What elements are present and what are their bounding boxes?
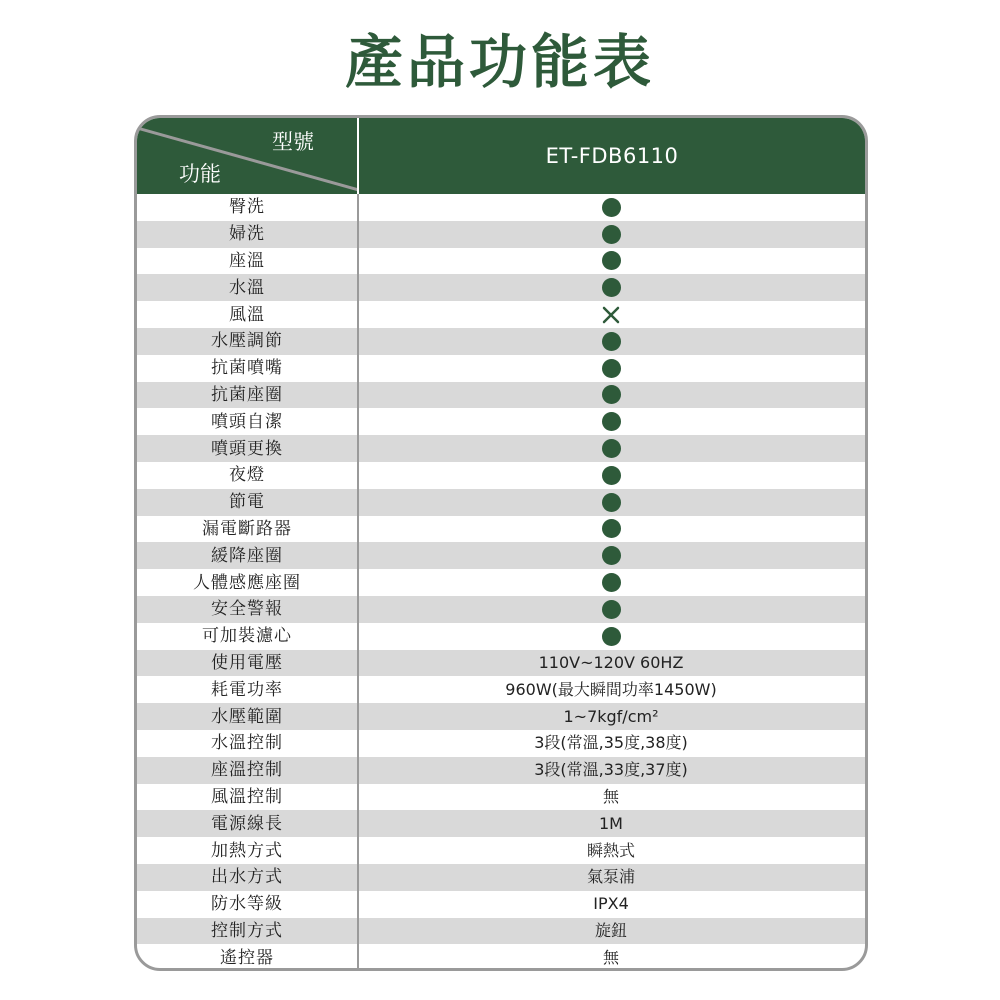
feature-cell — [357, 623, 865, 650]
supported-dot-icon — [602, 600, 621, 619]
supported-dot-icon — [602, 332, 621, 351]
supported-dot-icon — [602, 198, 621, 217]
table-row — [137, 569, 865, 596]
feature-label: 水溫控制 — [211, 733, 283, 754]
not-supported-cross-icon — [601, 305, 621, 325]
feature-label: 噴頭自潔 — [211, 411, 283, 432]
feature-cell — [357, 382, 865, 409]
table-row — [137, 382, 865, 409]
supported-dot-icon — [602, 225, 621, 244]
supported-dot-icon — [602, 519, 621, 538]
spec-value: 氣泵浦 — [586, 867, 635, 887]
table-row — [137, 891, 865, 918]
supported-dot-icon — [602, 251, 621, 270]
spec-value: 無 — [602, 786, 619, 806]
feature-cell — [357, 516, 865, 543]
feature-cell — [357, 328, 865, 355]
feature-cell — [357, 569, 865, 596]
feature-label: 風溫控制 — [211, 786, 283, 807]
table-row — [137, 435, 865, 462]
supported-dot-icon — [602, 627, 621, 646]
feature-cell — [357, 221, 865, 248]
spec-value: 110V~120V 60HZ — [538, 652, 684, 672]
table-row — [137, 328, 865, 355]
table-row — [137, 650, 865, 677]
spec-value: 1M — [599, 813, 623, 833]
supported-dot-icon — [602, 278, 621, 297]
supported-dot-icon — [602, 466, 621, 485]
feature-label: 夜燈 — [229, 465, 265, 486]
feature-label: 緩降座圈 — [211, 545, 283, 566]
table-row — [137, 248, 865, 275]
feature-cell — [357, 274, 865, 301]
feature-label: 加熱方式 — [211, 840, 283, 861]
table-row — [137, 864, 865, 891]
feature-label: 可加裝濾心 — [202, 626, 292, 647]
model-header-label: 型號 — [272, 130, 314, 154]
feature-label: 出水方式 — [211, 867, 283, 888]
diagonal-divider — [137, 118, 359, 194]
supported-dot-icon — [602, 573, 621, 592]
feature-label: 人體感應座圈 — [193, 572, 301, 593]
spec-value: 1~7kgf/cm² — [563, 706, 659, 726]
page-title: 產品功能表 — [344, 28, 655, 96]
table-row — [137, 837, 865, 864]
feature-label: 耗電功率 — [211, 679, 283, 700]
supported-dot-icon — [602, 412, 621, 431]
supported-dot-icon — [602, 493, 621, 512]
table-body — [137, 194, 865, 971]
feature-label: 節電 — [229, 492, 265, 513]
feature-label: 安全警報 — [211, 599, 283, 620]
table-header — [137, 118, 865, 194]
spec-value: 瞬熱式 — [586, 840, 635, 860]
table-row — [137, 784, 865, 811]
feature-label: 座溫控制 — [211, 760, 283, 781]
table-row — [137, 918, 865, 945]
spec-value: 無 — [602, 947, 619, 967]
table-row — [137, 810, 865, 837]
feature-cell — [357, 355, 865, 382]
feature-label: 水壓範圍 — [211, 706, 283, 727]
table-row — [137, 676, 865, 703]
table-row — [137, 489, 865, 516]
feature-cell — [357, 194, 865, 221]
supported-dot-icon — [602, 385, 621, 404]
table-row — [137, 730, 865, 757]
table-row — [137, 274, 865, 301]
table-row — [137, 944, 865, 971]
feature-cell — [357, 435, 865, 462]
table-row — [137, 355, 865, 382]
spec-value: 旋鈕 — [594, 920, 627, 940]
feature-cell — [357, 596, 865, 623]
feature-cell — [357, 301, 865, 328]
feature-label: 防水等級 — [211, 894, 283, 915]
feature-label: 婦洗 — [229, 224, 265, 245]
table-row — [137, 301, 865, 328]
table-row — [137, 516, 865, 543]
feature-label: 使用電壓 — [211, 652, 283, 673]
table-row — [137, 542, 865, 569]
header-corner-cell — [137, 118, 359, 194]
feature-cell — [357, 408, 865, 435]
table-row — [137, 703, 865, 730]
feature-cell — [357, 248, 865, 275]
feature-label: 風溫 — [229, 304, 265, 325]
feature-label: 抗菌座圈 — [211, 384, 283, 405]
feature-label: 控制方式 — [211, 920, 283, 941]
spec-value: 960W(最大瞬間功率1450W) — [505, 679, 717, 699]
feature-label: 遙控器 — [220, 947, 274, 968]
feature-label: 抗菌噴嘴 — [211, 358, 283, 379]
table-row — [137, 623, 865, 650]
supported-dot-icon — [602, 546, 621, 565]
table-row — [137, 194, 865, 221]
model-number: ET-FDB6110 — [545, 144, 679, 168]
table-row — [137, 408, 865, 435]
table-row — [137, 596, 865, 623]
feature-cell — [357, 542, 865, 569]
feature-label: 座溫 — [229, 250, 265, 271]
feature-cell — [357, 489, 865, 516]
table-row — [137, 462, 865, 489]
spec-value: IPX4 — [593, 894, 629, 914]
supported-dot-icon — [602, 439, 621, 458]
spec-table — [134, 115, 868, 971]
table-row — [137, 221, 865, 248]
feature-cell — [357, 462, 865, 489]
feature-label: 水壓調節 — [211, 331, 283, 352]
feature-label: 水溫 — [229, 277, 265, 298]
feature-label: 電源線長 — [211, 813, 283, 834]
feature-label: 臀洗 — [229, 197, 265, 218]
column-divider — [357, 194, 359, 968]
function-header-label: 功能 — [179, 162, 221, 186]
supported-dot-icon — [602, 359, 621, 378]
spec-value: 3段(常溫,35度,38度) — [534, 733, 688, 753]
feature-label: 噴頭更換 — [211, 438, 283, 459]
spec-value: 3段(常溫,33度,37度) — [534, 760, 688, 780]
table-row — [137, 757, 865, 784]
feature-label: 漏電斷路器 — [202, 518, 292, 539]
